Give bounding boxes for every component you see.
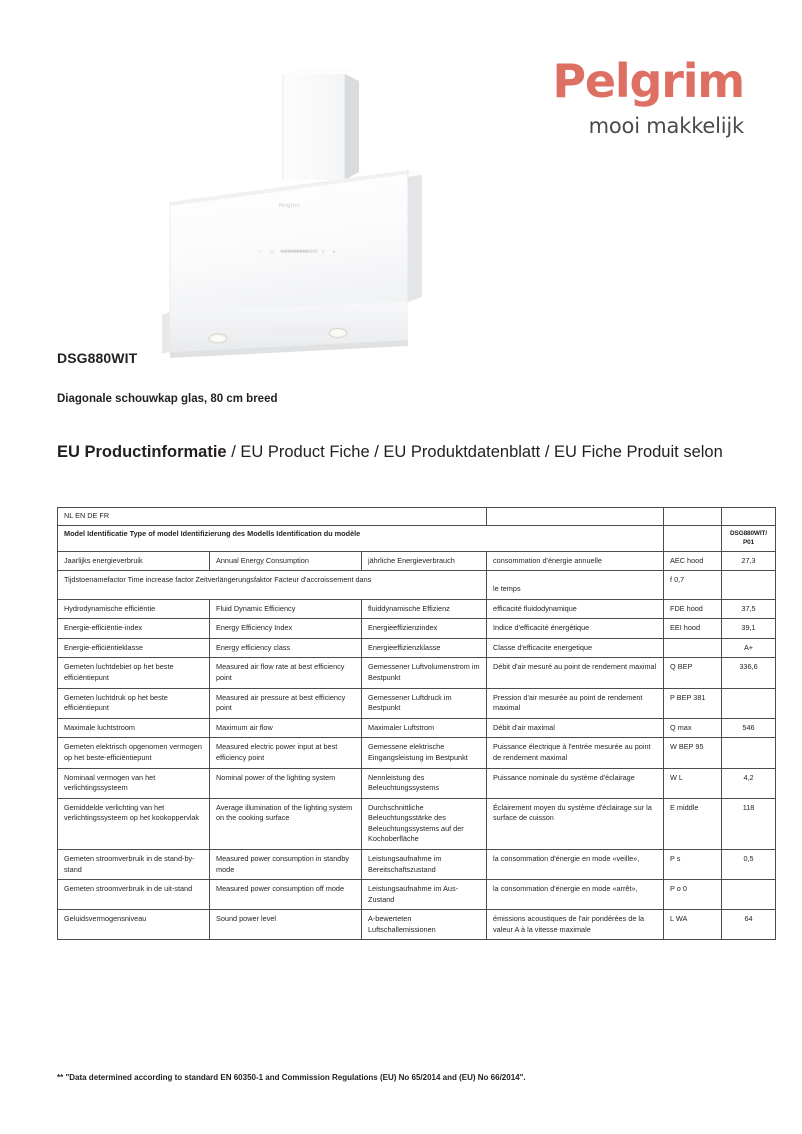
cell-en: Energy efficiency class [210, 638, 362, 658]
cell-fr: Débit d'air mesuré au point de rendement maximal [487, 658, 664, 688]
cell-symbol: E middle [664, 798, 722, 849]
cell-symbol: W L [664, 768, 722, 798]
cell-en: Nominal power of the lighting system [210, 768, 362, 798]
cell-value: 27,3 [722, 551, 776, 571]
table-row [58, 910, 776, 940]
language-header-cell: NL EN DE FR [58, 508, 487, 526]
cell-symbol: f 0,7 [664, 571, 722, 600]
cell-nl: Hydrodynamische efficiëntie [58, 599, 210, 619]
cell-de: Energieeffizienzklasse [362, 638, 487, 658]
cell-value: 37,5 [722, 599, 776, 619]
cell-nl: Gemeten luchtdruk op het beste efficiëntiepunt [58, 688, 210, 718]
cell-en: Average illumination of the lighting system on the cooking surface [210, 798, 362, 849]
cell-nl: Nominaal vermogen van het verlichtingssysteem [58, 768, 210, 798]
section-heading-rest: / EU Product Fiche / EU Produktdatenblatt / EU Fiche Produit selon [226, 443, 723, 461]
svg-text:⏴: ⏴ [322, 250, 325, 255]
table-row [58, 658, 776, 688]
cell-symbol: P s [664, 849, 722, 879]
cell-de: Energieeffizienzindex [362, 619, 487, 639]
cell-de: Nennleistung des Beleuchtungssystems [362, 768, 487, 798]
cell-de: Durchschnittliche Beleuchtungsstärke des Beleuchtungssystems auf der Kochoberfläche [362, 798, 487, 849]
cell-fr: émissions acoustiques de l'air pondérées de la valeur A à la vitesse maximale [487, 910, 664, 940]
svg-text:Pelgrim: Pelgrim [279, 203, 300, 209]
model-identification-cell: Model Identificatie Type of model Identifizierung des Modells Identification du modèle [58, 526, 664, 552]
language-header-symbol-spacer [664, 508, 722, 526]
cell-en: Annual Energy Consumption [210, 551, 362, 571]
table-row [58, 688, 776, 718]
cell-en: Energy Efficiency Index [210, 619, 362, 639]
table-row [58, 768, 776, 798]
cell-nl: Jaarlijks energieverbruik [58, 551, 210, 571]
cell-de: Gemessene elektrische Eingangsleistung im Bestpunkt [362, 738, 487, 768]
cell-value [722, 738, 776, 768]
cell-fr: consommation d'énergie annuelle [487, 551, 664, 571]
cell-description-multilang: Tijdstoenamefactor Time increase factor Zeitverlängerungsfaktor Facteur d'accroissement dans [58, 571, 487, 600]
cell-value: 336,6 [722, 658, 776, 688]
cell-value: 0,5 [722, 849, 776, 879]
cell-nl: Gemeten elektrisch opgenomen vermogen op het beste-efficiëntiepunt [58, 738, 210, 768]
cell-value: 64 [722, 910, 776, 940]
cell-nl: Gemeten stroomverbruik in de uit-stand [58, 880, 210, 910]
cell-symbol [664, 638, 722, 658]
cell-de: Gemessener Luftvolumenstrom im Bestpunkt [362, 658, 487, 688]
cell-value [722, 880, 776, 910]
cell-fr: Débit d'air maximal [487, 718, 664, 738]
cell-fr: la consommation d'énergie en mode «arrêt», [487, 880, 664, 910]
product-description: Diagonale schouwkap glas, 80 cm breed [57, 393, 278, 405]
table-row [58, 571, 776, 600]
cell-de: jährliche Energieverbrauch [362, 551, 487, 571]
cell-fr: la consommation d'énergie en mode «veille», [487, 849, 664, 879]
brand-logo [484, 54, 744, 138]
cell-fr: Classe d'efficacite energetique [487, 638, 664, 658]
cell-symbol: P o 0 [664, 880, 722, 910]
cell-de: Maximaler Luftstrom [362, 718, 487, 738]
cell-nl: Energie-efficiëntieklasse [58, 638, 210, 658]
cell-nl: Geluidsvermogensniveau [58, 910, 210, 940]
brand-name: Pelgrim [552, 54, 744, 108]
model-code-cell: DSG880WIT/P01 [722, 526, 776, 552]
table-data-rows [58, 551, 776, 940]
table-body [58, 508, 776, 552]
cell-fr: le temps [487, 571, 664, 600]
cell-en: Fluid Dynamic Efficiency [210, 599, 362, 619]
cell-value: 39,1 [722, 619, 776, 639]
table-row [58, 849, 776, 879]
cell-nl: Gemeten stroomverbruik in de stand-by- stand [58, 849, 210, 879]
language-header-value-spacer [722, 508, 776, 526]
model-identification-symbol-spacer [664, 526, 722, 552]
cell-de: A-bewerteten Luftschallemissionen [362, 910, 487, 940]
cell-nl: Energie-efficiëntie-index [58, 619, 210, 639]
cell-symbol: W BEP 95 [664, 738, 722, 768]
cell-fr: Pression d'air mesurée au point de rendement maximal [487, 688, 664, 718]
cell-symbol: EEI hood [664, 619, 722, 639]
language-header-fr-spacer [487, 508, 664, 526]
table-row [58, 551, 776, 571]
page-header [0, 0, 802, 330]
product-fiche-table [57, 507, 776, 940]
cell-symbol: FDE hood [664, 599, 722, 619]
cell-fr: Puissance électrique à l'entrée mesurée au point de rendement maximal [487, 738, 664, 768]
svg-text:☼: ☼ [258, 250, 263, 255]
cell-en: Measured air pressure at best efficiency point [210, 688, 362, 718]
cell-en: Measured power consumption in standby mode [210, 849, 362, 879]
cell-de: Gemessener Luftdruck im Bestpunkt [362, 688, 487, 718]
cell-nl: Maximale luchtstroom [58, 718, 210, 738]
cell-value: 118 [722, 798, 776, 849]
cell-fr: Indice d'efficacité énergétique [487, 619, 664, 639]
cell-value: 4,2 [722, 768, 776, 798]
cell-symbol: Q max [664, 718, 722, 738]
table-row-model-identification [58, 526, 776, 552]
product-image [150, 62, 450, 362]
cell-de: fluiddynamische Effizienz [362, 599, 487, 619]
table-row-languages [58, 508, 776, 526]
cell-value [722, 571, 776, 600]
table-row [58, 619, 776, 639]
cell-symbol: L WA [664, 910, 722, 940]
table-row [58, 880, 776, 910]
cell-fr: Puissance nominale du système d'éclairage [487, 768, 664, 798]
cell-symbol: P BEP 381 [664, 688, 722, 718]
cell-symbol: Q BEP [664, 658, 722, 688]
cell-symbol: AEC hood [664, 551, 722, 571]
cell-nl: Gemeten luchtdebiet op het beste efficiëntiepunt [58, 658, 210, 688]
table-row [58, 718, 776, 738]
footnote: ** "Data determined according to standard EN 60350-1 and Commission Regulations (EU) No 65/2014 and (EU) No 66/2014". [57, 1073, 526, 1082]
table-row [58, 638, 776, 658]
cell-de: Leistungsaufnahme im Bereitschaftszustand [362, 849, 487, 879]
page-title: DSG880WIT [57, 350, 138, 366]
table-row [58, 599, 776, 619]
cell-nl: Gemiddelde verlichting van het verlichtingssysteem op het kookoppervlak [58, 798, 210, 849]
cell-fr: Éclairement moyen du système d'éclairage sur la surface de cuisson [487, 798, 664, 849]
cell-en: Sound power level [210, 910, 362, 940]
cell-en: Measured electric power input at best efficiency point [210, 738, 362, 768]
section-heading-bold: EU Productinformatie [57, 443, 227, 461]
cell-en: Measured air flow rate at best efficiency point [210, 658, 362, 688]
cell-fr: efficacité fluidodynamique [487, 599, 664, 619]
cell-value: 546 [722, 718, 776, 738]
svg-text:★: ★ [332, 250, 336, 255]
cell-en: Maximum air flow [210, 718, 362, 738]
table-row [58, 738, 776, 768]
cell-value: A+ [722, 638, 776, 658]
table-row [58, 798, 776, 849]
cell-en: Measured power consumption off mode [210, 880, 362, 910]
cell-de: Leistungsaufnahme im Aus-Zustand [362, 880, 487, 910]
section-heading [57, 443, 723, 462]
cell-value [722, 688, 776, 718]
brand-tagline: mooi makkelijk [588, 114, 744, 138]
